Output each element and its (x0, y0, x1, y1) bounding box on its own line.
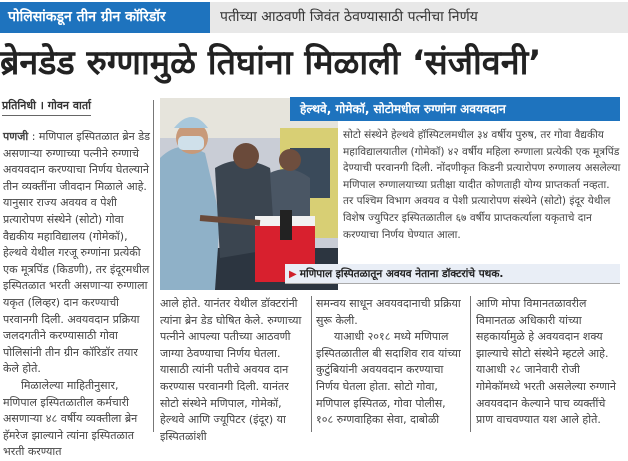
kicker-secondary: पतीच्या आठवणी जिवंत ठेवण्यासाठी पत्नीचा निर्णय (210, 2, 628, 33)
article-column-2: आले होते. यानंतर येथील डॉक्टरांनी त्यांना ब्रेन डेड घोषित केले. रुग्णाच्या पत्नीने आपल्या पतीच्या आठवणी जाग्या ठेवण्याचा निर्णय घेतला. यासाठी त्यांनी पतीचे अवयव दान करण्यास परवानगी दिली. यानंतर सोटो संस्थेने मणिपाल, गोमेकॉ, हेल्थवे आणि ज्यूपिटर (इंदूर) या इस्पितळांशी (160, 297, 302, 443)
paragraph: समन्वय साधून अवयवदानाची प्रक्रिया सुरू केली. (316, 297, 461, 327)
box-text: सोटो संस्थेने हेल्थवे हॉस्पिटलमधील ३४ वर्षीय पुरुष, तर गोवा वैद्यकीय महाविद्यालयातील (गोमेकॉ) ४२ वर्षीय महिला रुग्णाला प्रत्येकी एक मूत्रपिंड देण्याची परवानगी दिली. नोंदणीकृत किडनी प्रत्यारोपण रुग्णालय असलेल्या मणिपाल रुग्णालयाच्या प्रतीक्षा यादीत कोणताही योग्य प्राप्तकर्ता नव्हता. तर पश्चिम विभाग अवयव व पेशी प्रत्यारोपण संस्थेने (सोटो) इंदूर येथील विशेष ज्युपिटर इस्पितळातील ६७ वर्षीय प्राप्तकर्त्याला यकृताचे दान करण्याचा निर्णय घेण्यात आला. (343, 129, 621, 241)
byline: प्रतिनिधी । गोवन वार्ता (2, 98, 91, 116)
photo-caption (285, 264, 620, 284)
box-subhead: हेल्थवे, गोमेकॉ, सोटोमधील रुग्णांना अवयवदान (290, 97, 620, 121)
paragraph: मिळालेल्या माहितीनुसार, मणिपाल इस्पितळातील कर्मचारी असणाऱ्या ४८ वर्षीय व्यक्तीला ब्रेन हॅमरेज झाल्याने त्यांना इस्पितळात भरती करण्यात (3, 378, 138, 459)
headline: ब्रेनडेड रुग्णामुळे तिघांना मिळाली ‘संजीवनी’ (0, 43, 542, 83)
caption-text: मणिपाल इस्पितळातून अवयव नेताना डॉक्टरांचे पथक. (299, 268, 504, 280)
article-column-3 (316, 296, 466, 429)
kicker-primary: पोलिसांकडून तीन ग्रीन कॉरिडॉर (0, 2, 210, 33)
news-photo (160, 98, 338, 290)
column-divider (153, 100, 154, 432)
column-divider (470, 296, 471, 432)
paragraph (3, 129, 151, 378)
caption-marker-icon: ▶ (289, 269, 297, 280)
article-column-4: आणि मोपा विमानतळावरील विमानतळ अधिकारी यांच्या सहकार्यामुळे हे अवयवदान शक्य झाल्याचे सोटो संस्थेने म्हटले आहे. याआधी २८ जानेवारी रोजी गोमेकॉमध्ये भरती असलेल्या रुग्णाने अवयवदान केल्याने पाच व्यक्तींचे प्राण वाचवण्यात यश आले होते. (476, 297, 616, 427)
article-column-1 (3, 129, 151, 461)
paragraph: याआधी २०१८ मध्ये मणिपाल इस्पितळातील बी सदाशिव राव यांच्या कुटुंबियांनी अवयवदान करण्याचा निर्णय घेतला होता. सोटो गोवा, मणिपाल इस्पितळ, गोवा पोलीस, १०८ रुग्णवाहिका सेवा, दाबोळी (316, 330, 461, 427)
column-divider (311, 296, 312, 432)
dateline: पणजी (3, 130, 29, 143)
paragraph-text: : मणिपाल इस्पितळात ब्रेन डेड असणाऱ्या रुग्णाच्या पत्नीने रुग्णाचे अवयवदान करण्याचा निर्णय घेतल्याने तीन व्यक्तींना जीवदान मिळाले आहे. यानुसार राज्य अवयव व पेशी प्रत्यारोपण संस्थेने (सोटो) गोवा वैद्यकीय महाविद्यालय (गोमेकॉ), हेल्थवे येथील गरजू रुग्णांना प्रत्येकी एक मूत्रपिंड (किडणी), तर इंदूरमधील इस्पितळात भरती असणाऱ्या रुग्णाला यकृत (लिव्हर) दान करण्याची परवानगी दिली. अवयवदान प्रक्रिया जलदगतीने करण्यासाठी गोवा पोलिसांनी तीन ग्रीन कॉरिडॉर तयार केले होते. (3, 130, 151, 376)
